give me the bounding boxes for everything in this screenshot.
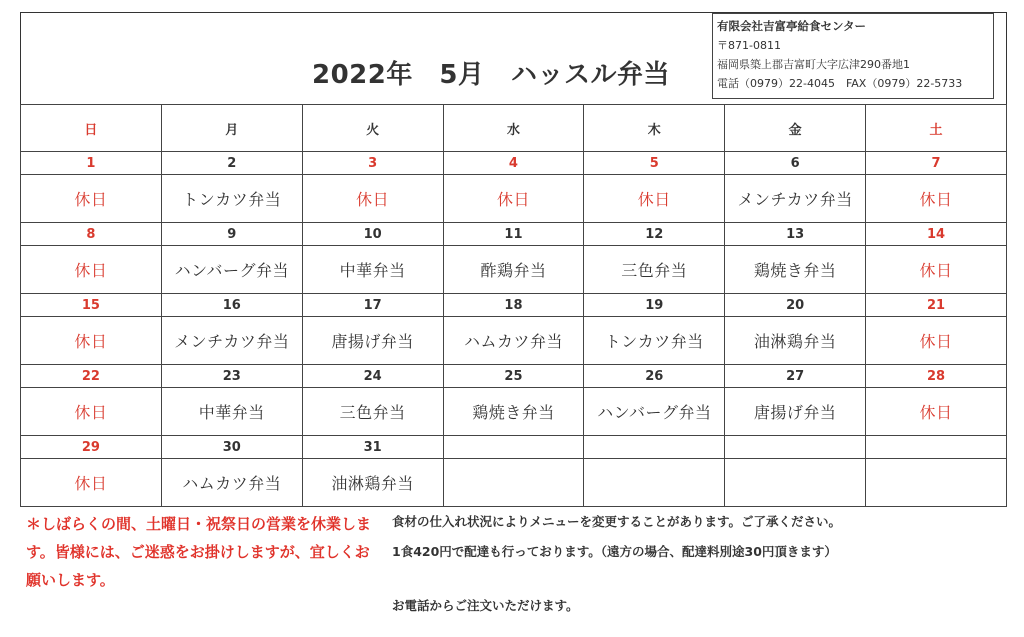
date-cell: 10 bbox=[302, 223, 443, 246]
date-cell: 2 bbox=[161, 152, 302, 175]
date-cell: 5 bbox=[584, 152, 725, 175]
date-cell: 26 bbox=[584, 365, 725, 388]
menu-row bbox=[21, 175, 1007, 223]
menu-cell: メンチカツ弁当 bbox=[725, 175, 866, 223]
date-cell: 9 bbox=[161, 223, 302, 246]
date-cell: 27 bbox=[725, 365, 866, 388]
date-cell: 7 bbox=[866, 152, 1007, 175]
menu-row bbox=[21, 317, 1007, 365]
date-cell: 16 bbox=[161, 294, 302, 317]
menu-cell bbox=[443, 459, 584, 507]
menu-cell: 休日 bbox=[584, 175, 725, 223]
company-postal: 〒871-0811 bbox=[717, 39, 781, 52]
date-cell: 30 bbox=[161, 436, 302, 459]
menu-cell: 三色弁当 bbox=[584, 246, 725, 294]
menu-cell: 唐揚げ弁当 bbox=[725, 388, 866, 436]
menu-calendar bbox=[20, 104, 1007, 507]
company-info-box bbox=[712, 13, 994, 99]
menu-cell: ハムカツ弁当 bbox=[161, 459, 302, 507]
menu-cell: トンカツ弁当 bbox=[161, 175, 302, 223]
date-cell bbox=[725, 436, 866, 459]
date-cell: 21 bbox=[866, 294, 1007, 317]
closure-notice: ＊しばらくの間、土曜日・祝祭日の営業を休業します。皆様には、ご迷惑をお掛けしますが、宜しくお願いします。 bbox=[26, 515, 372, 589]
date-cell: 24 bbox=[302, 365, 443, 388]
menu-cell: 休日 bbox=[21, 388, 162, 436]
date-cell: 3 bbox=[302, 152, 443, 175]
menu-cell: ハムカツ弁当 bbox=[443, 317, 584, 365]
menu-cell: 油淋鶏弁当 bbox=[302, 459, 443, 507]
menu-cell: 鶏焼き弁当 bbox=[725, 246, 866, 294]
date-cell: 29 bbox=[21, 436, 162, 459]
date-cell bbox=[443, 436, 584, 459]
menu-row bbox=[21, 246, 1007, 294]
date-cell: 22 bbox=[21, 365, 162, 388]
menu-row bbox=[21, 459, 1007, 507]
menu-cell: 休日 bbox=[21, 246, 162, 294]
date-cell: 11 bbox=[443, 223, 584, 246]
menu-cell: 鶏焼き弁当 bbox=[443, 388, 584, 436]
menu-cell: 休日 bbox=[302, 175, 443, 223]
date-cell: 8 bbox=[21, 223, 162, 246]
phone-order-note: お電話からご注文いただけます。 bbox=[392, 598, 579, 613]
company-address: 福岡県築上郡吉富町大字広津290番地1 bbox=[717, 58, 910, 71]
date-cell: 31 bbox=[302, 436, 443, 459]
menu-row bbox=[21, 388, 1007, 436]
menu-cell: 休日 bbox=[866, 317, 1007, 365]
company-name: 有限会社吉富亭給食センター bbox=[717, 19, 867, 33]
menu-cell: ハンバーグ弁当 bbox=[584, 388, 725, 436]
menu-cell: 休日 bbox=[21, 459, 162, 507]
weekday-thu: 木 bbox=[584, 105, 725, 152]
date-cell bbox=[866, 436, 1007, 459]
menu-cell: 中華弁当 bbox=[161, 388, 302, 436]
date-row bbox=[21, 436, 1007, 459]
delivery-price-note: 1食420円で配達も行っております。（遠方の場合、配達料別途30円頂きます） bbox=[392, 544, 837, 559]
date-row bbox=[21, 152, 1007, 175]
menu-cell: メンチカツ弁当 bbox=[161, 317, 302, 365]
weekday-sat: 土 bbox=[866, 105, 1007, 152]
company-phone-fax: 電話（0979）22-4045 FAX（0979）22-5733 bbox=[717, 77, 963, 90]
menu-cell: 休日 bbox=[21, 317, 162, 365]
weekday-mon: 月 bbox=[161, 105, 302, 152]
date-row bbox=[21, 294, 1007, 317]
menu-change-note: 食材の仕入れ状況によりメニューを変更することがあります。ご了承ください。 bbox=[392, 514, 842, 529]
weekday-fri: 金 bbox=[725, 105, 866, 152]
date-cell: 15 bbox=[21, 294, 162, 317]
weekday-wed: 水 bbox=[443, 105, 584, 152]
date-cell: 14 bbox=[866, 223, 1007, 246]
menu-cell: 中華弁当 bbox=[302, 246, 443, 294]
date-cell: 6 bbox=[725, 152, 866, 175]
menu-cell bbox=[725, 459, 866, 507]
page-title: 2022年 5月 ハッスル弁当 bbox=[312, 60, 670, 90]
menu-cell: 休日 bbox=[866, 175, 1007, 223]
menu-cell: 三色弁当 bbox=[302, 388, 443, 436]
date-cell: 12 bbox=[584, 223, 725, 246]
menu-cell: トンカツ弁当 bbox=[584, 317, 725, 365]
menu-cell: ハンバーグ弁当 bbox=[161, 246, 302, 294]
menu-cell bbox=[584, 459, 725, 507]
menu-cell: 休日 bbox=[21, 175, 162, 223]
date-cell: 28 bbox=[866, 365, 1007, 388]
date-cell: 1 bbox=[21, 152, 162, 175]
menu-cell bbox=[866, 459, 1007, 507]
date-cell: 13 bbox=[725, 223, 866, 246]
menu-cell: 酢鶏弁当 bbox=[443, 246, 584, 294]
weekday-tue: 火 bbox=[302, 105, 443, 152]
menu-cell: 休日 bbox=[866, 246, 1007, 294]
date-cell bbox=[584, 436, 725, 459]
weekday-header-row bbox=[21, 105, 1007, 152]
date-cell: 18 bbox=[443, 294, 584, 317]
date-cell: 4 bbox=[443, 152, 584, 175]
date-cell: 25 bbox=[443, 365, 584, 388]
menu-cell: 油淋鶏弁当 bbox=[725, 317, 866, 365]
menu-cell: 唐揚げ弁当 bbox=[302, 317, 443, 365]
date-cell: 20 bbox=[725, 294, 866, 317]
date-cell: 19 bbox=[584, 294, 725, 317]
date-row bbox=[21, 365, 1007, 388]
weekday-sun: 日 bbox=[21, 105, 162, 152]
date-row bbox=[21, 223, 1007, 246]
menu-cell: 休日 bbox=[443, 175, 584, 223]
date-cell: 17 bbox=[302, 294, 443, 317]
date-cell: 23 bbox=[161, 365, 302, 388]
menu-cell: 休日 bbox=[866, 388, 1007, 436]
